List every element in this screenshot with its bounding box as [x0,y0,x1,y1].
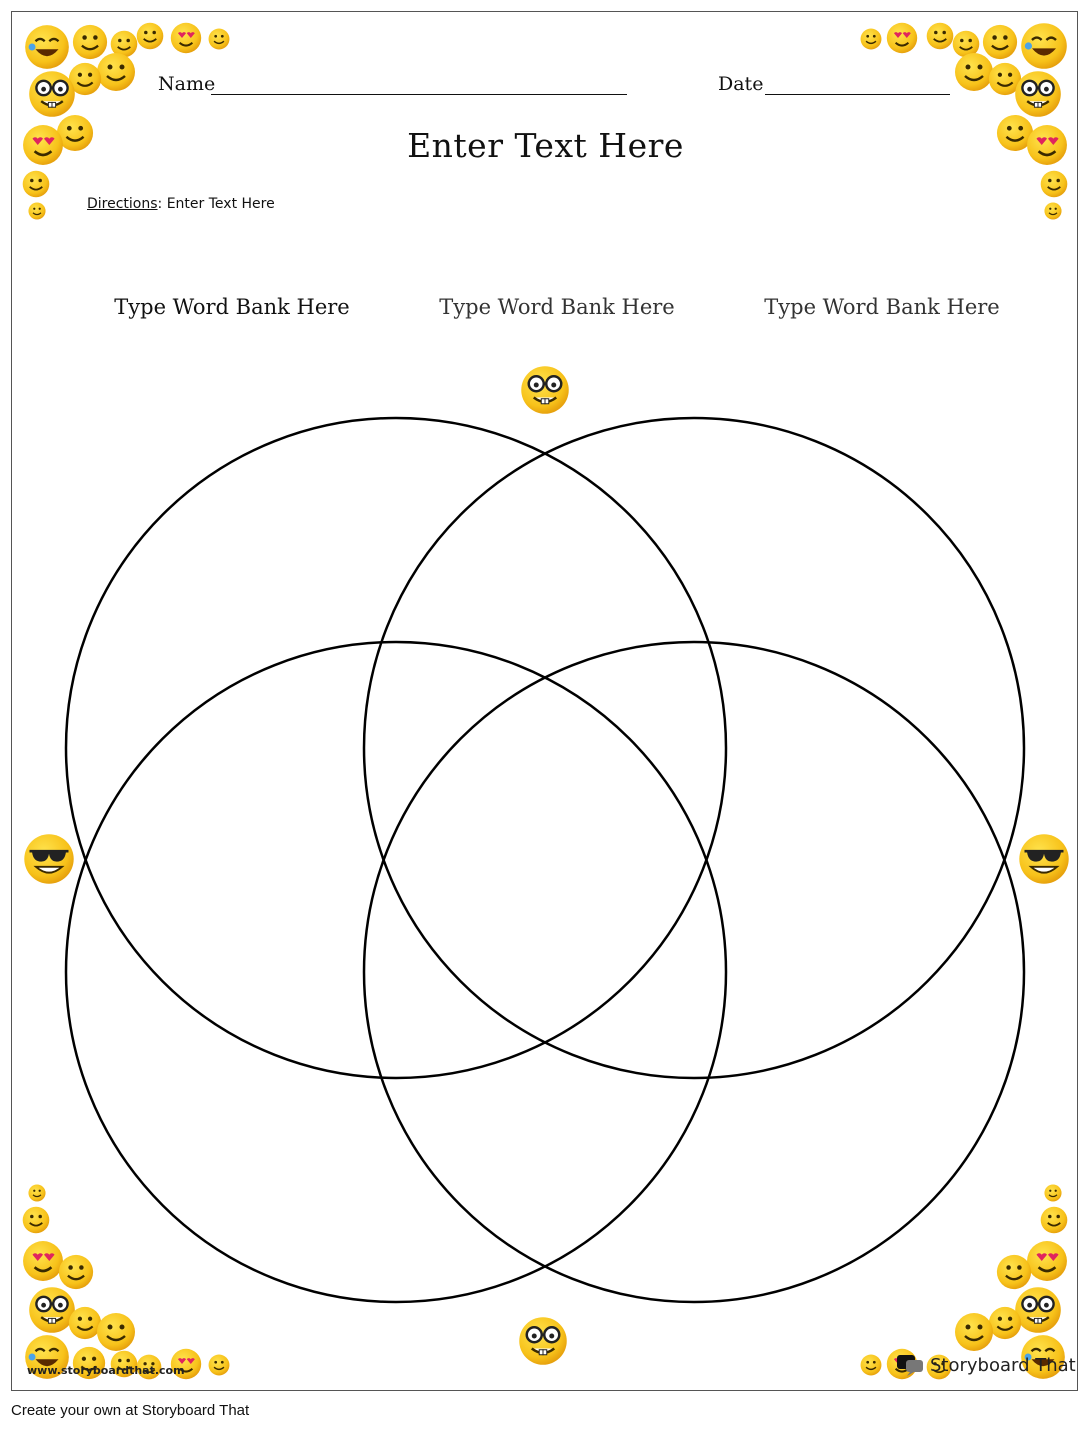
word-bank-3[interactable]: Type Word Bank Here [764,295,1000,319]
credit-line[interactable]: Create your own at Storyboard That [11,1402,250,1419]
word-bank-1[interactable]: Type Word Bank Here [114,295,350,319]
nerd-emoji-icon [28,70,76,118]
sunglasses-emoji-icon[interactable] [1018,833,1070,885]
date-label: Date [718,73,764,95]
smile-emoji-icon [22,170,50,198]
storyboard-logo-icon [896,1354,924,1376]
smile-emoji-icon [996,1254,1032,1290]
directions-text: : Enter Text Here [157,196,275,212]
smile-emoji-icon [1040,170,1068,198]
smile-emoji-icon [28,1184,46,1202]
heart-eyes-emoji-icon [886,22,918,54]
directions-label: Directions [87,196,158,212]
heart-eyes-emoji-icon [1026,1240,1068,1282]
name-label: Name [158,73,216,95]
word-bank-2[interactable]: Type Word Bank Here [439,295,675,319]
smile-emoji-icon [58,1254,94,1290]
smile-emoji-icon [96,52,136,92]
wink-emoji-icon [136,22,164,50]
smile-emoji-icon [860,1354,882,1376]
heart-eyes-emoji-icon [1026,124,1068,166]
footer-url[interactable]: www.storyboardthat.com [27,1364,185,1377]
heart-eyes-emoji-icon [170,22,202,54]
smile-emoji-icon [1044,202,1062,220]
laughing-emoji-icon [1020,22,1068,70]
nerd-emoji-icon [1014,70,1062,118]
smile-emoji-icon [28,202,46,220]
wink-emoji-icon [926,22,954,50]
nerd-emoji-icon[interactable] [518,1316,568,1366]
brand-name: Storyboard That [930,1354,1076,1376]
heart-eyes-emoji-icon [22,124,64,166]
smile-emoji-icon [22,1206,50,1234]
sunglasses-emoji-icon[interactable] [23,833,75,885]
smile-emoji-icon [860,28,882,50]
smile-emoji-icon [208,1354,230,1376]
nerd-emoji-icon[interactable] [520,365,570,415]
venn-circle-bottom-left[interactable] [66,642,726,1302]
venn-circle-bottom-right[interactable] [364,642,1024,1302]
smile-emoji-icon [208,28,230,50]
venn-circle-top-right[interactable] [364,418,1024,1078]
page-title[interactable]: Enter Text Here [407,126,684,165]
smile-emoji-icon [1044,1184,1062,1202]
smile-emoji-icon [1040,1206,1068,1234]
laughing-emoji-icon [24,24,70,70]
storyboard-brand[interactable] [896,1354,1076,1376]
venn-circle-top-left[interactable] [66,418,726,1078]
smile-emoji-icon [954,1312,994,1352]
